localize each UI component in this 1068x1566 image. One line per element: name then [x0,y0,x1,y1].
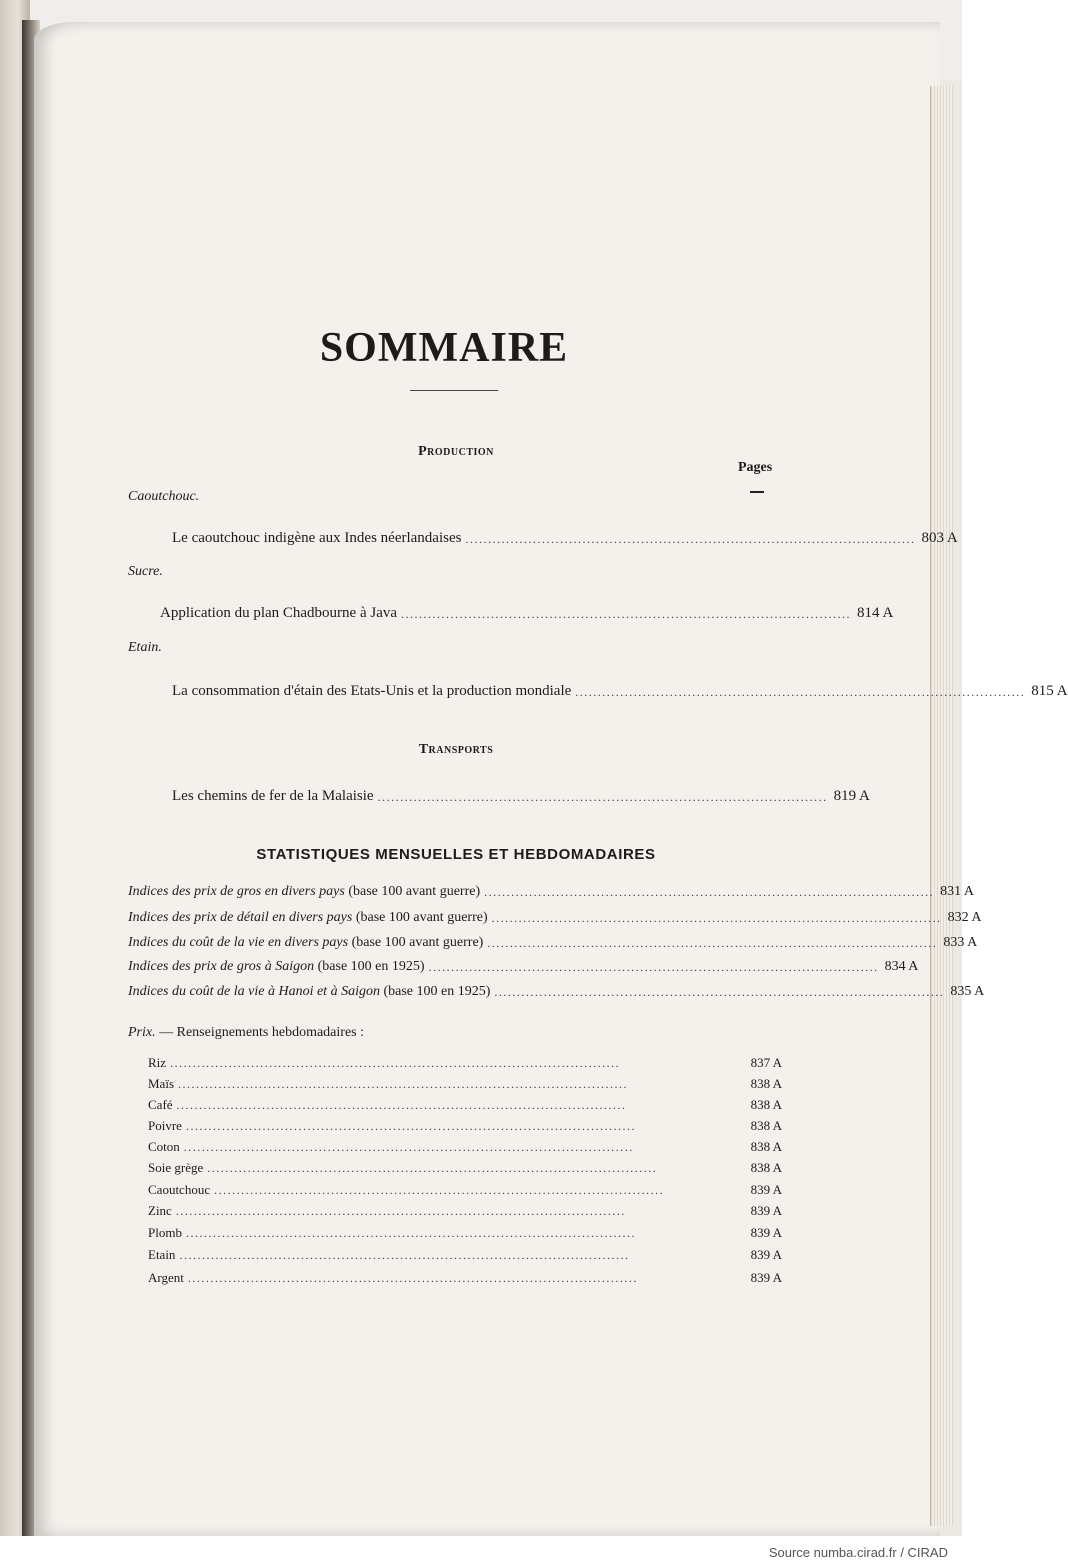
prix-entry [148,1051,782,1071]
index-title: du coût de la vie en divers pays [171,935,349,950]
leader-dots: .................................................................................................... [175,1204,626,1218]
leader-dots: .................................................................................................... [494,985,945,999]
index-prefix: Indices [128,959,172,974]
leader-dots: .................................................................................................... [178,1077,628,1091]
section-heading-statistics: STATISTIQUES MENSUELLES ET HEBDOMADAIRES [256,846,656,863]
leader-dots: .................................................................................................... [214,1183,665,1197]
toc-entry [160,602,894,622]
leader-dots: .................................................................................................... [176,1098,627,1112]
index-base: (base 100 avant guerre) [352,910,488,925]
index-prefix: Indices [128,910,172,925]
prix-label: Prix. [128,1025,156,1040]
leader-dots: .................................................................................................... [183,1140,634,1154]
leader-dots: .................................................................................................... [575,685,1026,699]
prix-text: — Renseignements hebdomadaires : [155,1025,365,1040]
leader-dots: .................................................................................................... [207,1161,658,1175]
prix-entry [148,1072,782,1092]
pages-dash [750,491,764,493]
prix-entry-page: 839 A [750,1225,782,1240]
prix-entry [148,1135,782,1155]
index-title: des prix de gros en divers pays [171,884,345,899]
index-title: du coût de la vie à Hanoi et à Saigon [171,984,380,999]
index-title: des prix de détail en divers pays [171,910,353,925]
prix-entry [148,1178,782,1198]
toc-entry [172,785,870,805]
leader-dots: .................................................................................................... [377,790,828,804]
prix-entry-label: Zinc [148,1203,172,1218]
leader-dots: .................................................................................................... [185,1119,636,1133]
index-page: 831 A [940,884,974,899]
prix-entry-label: Maïs [148,1076,174,1091]
index-prefix: Indices [128,935,172,950]
prix-entry-page: 838 A [750,1139,782,1154]
prix-entry-label: Argent [148,1270,184,1285]
prix-entry [148,1221,782,1241]
prix-entry-label: Poivre [148,1118,182,1133]
index-entry [128,931,978,951]
toc-entry-page: 819 A [833,788,870,804]
prix-entry-label: Caoutchouc [148,1182,211,1197]
index-entry [128,980,985,1000]
page-edges [930,86,953,1526]
category-label: Etain. [128,640,162,655]
index-page: 834 A [884,959,919,974]
toc-entry-page: 803 A [921,530,958,546]
pages-column-label: Pages [738,460,773,475]
prix-entry-page: 837 A [750,1055,782,1070]
category-label: Sucre. [128,564,163,579]
leader-dots: .................................................................................................... [170,1056,621,1070]
index-base: (base 100 en 1925) [314,959,425,974]
leader-dots: .................................................................................................... [428,960,879,974]
toc-entry-page: 814 A [857,605,894,621]
prix-entry [148,1243,782,1263]
index-prefix: Indices [128,884,172,899]
prix-entry [148,1266,782,1286]
prix-heading [128,1025,364,1041]
section-heading-production: Production [418,444,494,459]
index-page: 835 A [950,984,985,999]
toc-entry-page: 815 A [1031,683,1068,699]
leader-dots: .................................................................................................... [179,1248,630,1262]
index-base: (base 100 en 1925) [379,984,491,999]
prix-entry [148,1156,782,1176]
index-page: 833 A [943,935,978,950]
prix-entry-label: Coton [148,1139,180,1154]
document-page [34,22,940,1536]
prix-entry-page: 838 A [750,1097,782,1112]
index-entry [128,906,982,926]
index-entry [128,955,919,975]
toc-entry-label: Le caoutchouc indigène aux Indes néerlandaises [172,530,462,546]
leader-dots: .................................................................................................... [491,911,942,925]
prix-entry-page: 839 A [750,1247,782,1262]
leader-dots: .................................................................................................... [187,1271,638,1285]
leader-dots: .................................................................................................... [484,885,935,899]
index-prefix: Indices [128,984,172,999]
toc-entry-label: La consommation d'étain des Etats-Unis et la production mondiale [172,683,572,699]
index-base: (base 100 avant guerre) [344,884,481,899]
prix-entry-page: 839 A [750,1203,782,1218]
prix-entry [148,1114,782,1134]
prix-entry-page: 839 A [750,1182,782,1197]
toc-entry-label: Les chemins de fer de la Malaisie [172,788,374,804]
prix-entry-label: Plomb [148,1225,182,1240]
prix-entry-label: Etain [148,1247,176,1262]
prix-entry-page: 838 A [750,1160,782,1175]
index-page: 832 A [947,910,982,925]
prix-entry-label: Riz [148,1055,167,1070]
prix-entry [148,1199,782,1219]
prix-entry-label: Café [148,1097,173,1112]
leader-dots: .................................................................................................... [401,607,852,621]
leader-dots: .................................................................................................... [487,936,938,950]
index-title: des prix de gros à Saigon [171,959,315,974]
toc-entry-label: Application du plan Chadbourne à Java [160,605,398,621]
category-label: Caoutchouc. [128,489,200,504]
index-base: (base 100 avant guerre) [348,935,484,950]
leader-dots: .................................................................................................... [185,1226,636,1240]
prix-entry-page: 838 A [750,1118,782,1133]
prix-entry [148,1093,782,1113]
page-title: SOMMAIRE [319,325,569,371]
index-entry [128,880,974,900]
toc-entry [172,527,958,547]
toc-entry [172,680,1068,700]
prix-entry-page: 838 A [750,1076,782,1091]
prix-entry-label: Soie grège [148,1160,204,1175]
leader-dots: .................................................................................................... [465,532,916,546]
source-credit: Source numba.cirad.fr / CIRAD [768,1545,948,1560]
title-rule [410,390,498,391]
section-heading-transports: Transports [418,742,494,757]
prix-entry-page: 839 A [750,1270,782,1285]
